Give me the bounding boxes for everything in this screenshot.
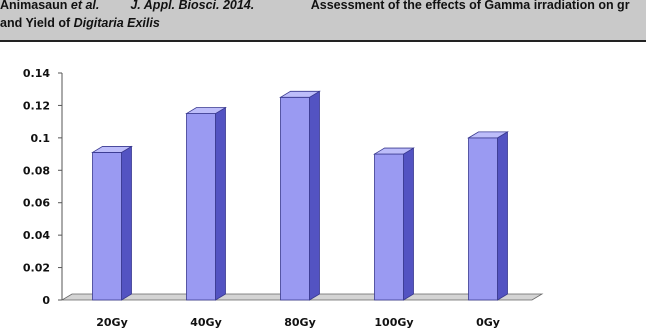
- x-tick-label: 40Gy: [190, 316, 222, 329]
- header-title: Assessment of the effects of Gamma irradiation on gr: [310, 0, 630, 12]
- header-etal: et al.: [70, 0, 100, 12]
- y-tick-label: 0.14: [22, 67, 50, 80]
- y-tick-label: 0.12: [22, 99, 50, 113]
- bar: [375, 154, 404, 300]
- bar-side: [216, 108, 226, 300]
- header-line-1: [0, 0, 630, 12]
- x-tick-label: 100Gy: [374, 316, 414, 329]
- y-tick-label: 0: [42, 294, 50, 307]
- page-header: [0, 0, 646, 42]
- y-tick-label: 0.1: [30, 131, 50, 145]
- y-tick-label: 0.02: [22, 261, 50, 275]
- y-tick-label: 0.08: [22, 164, 50, 178]
- y-tick-label: 0.04: [22, 229, 50, 243]
- y-tick-label: 0.06: [22, 196, 50, 210]
- bar: [93, 152, 122, 300]
- bar-side: [404, 148, 414, 300]
- bar: [281, 97, 310, 300]
- bar-chart: [0, 42, 646, 336]
- header-journal: J. Appl. Biosci. 2014.: [130, 0, 255, 12]
- header-line-2: [0, 16, 160, 30]
- header-species: Digitaria Exilis: [73, 16, 160, 30]
- header-title-cont: and Yield of: [0, 16, 71, 30]
- bar-side: [498, 132, 508, 300]
- bar: [469, 138, 498, 300]
- bar-side: [122, 146, 132, 300]
- bar-side: [310, 91, 320, 300]
- header-authors: Animasaun: [0, 0, 68, 12]
- x-tick-label: 20Gy: [96, 316, 128, 329]
- x-tick-label: 0Gy: [476, 316, 500, 329]
- bar: [187, 114, 216, 300]
- x-tick-label: 80Gy: [284, 316, 316, 329]
